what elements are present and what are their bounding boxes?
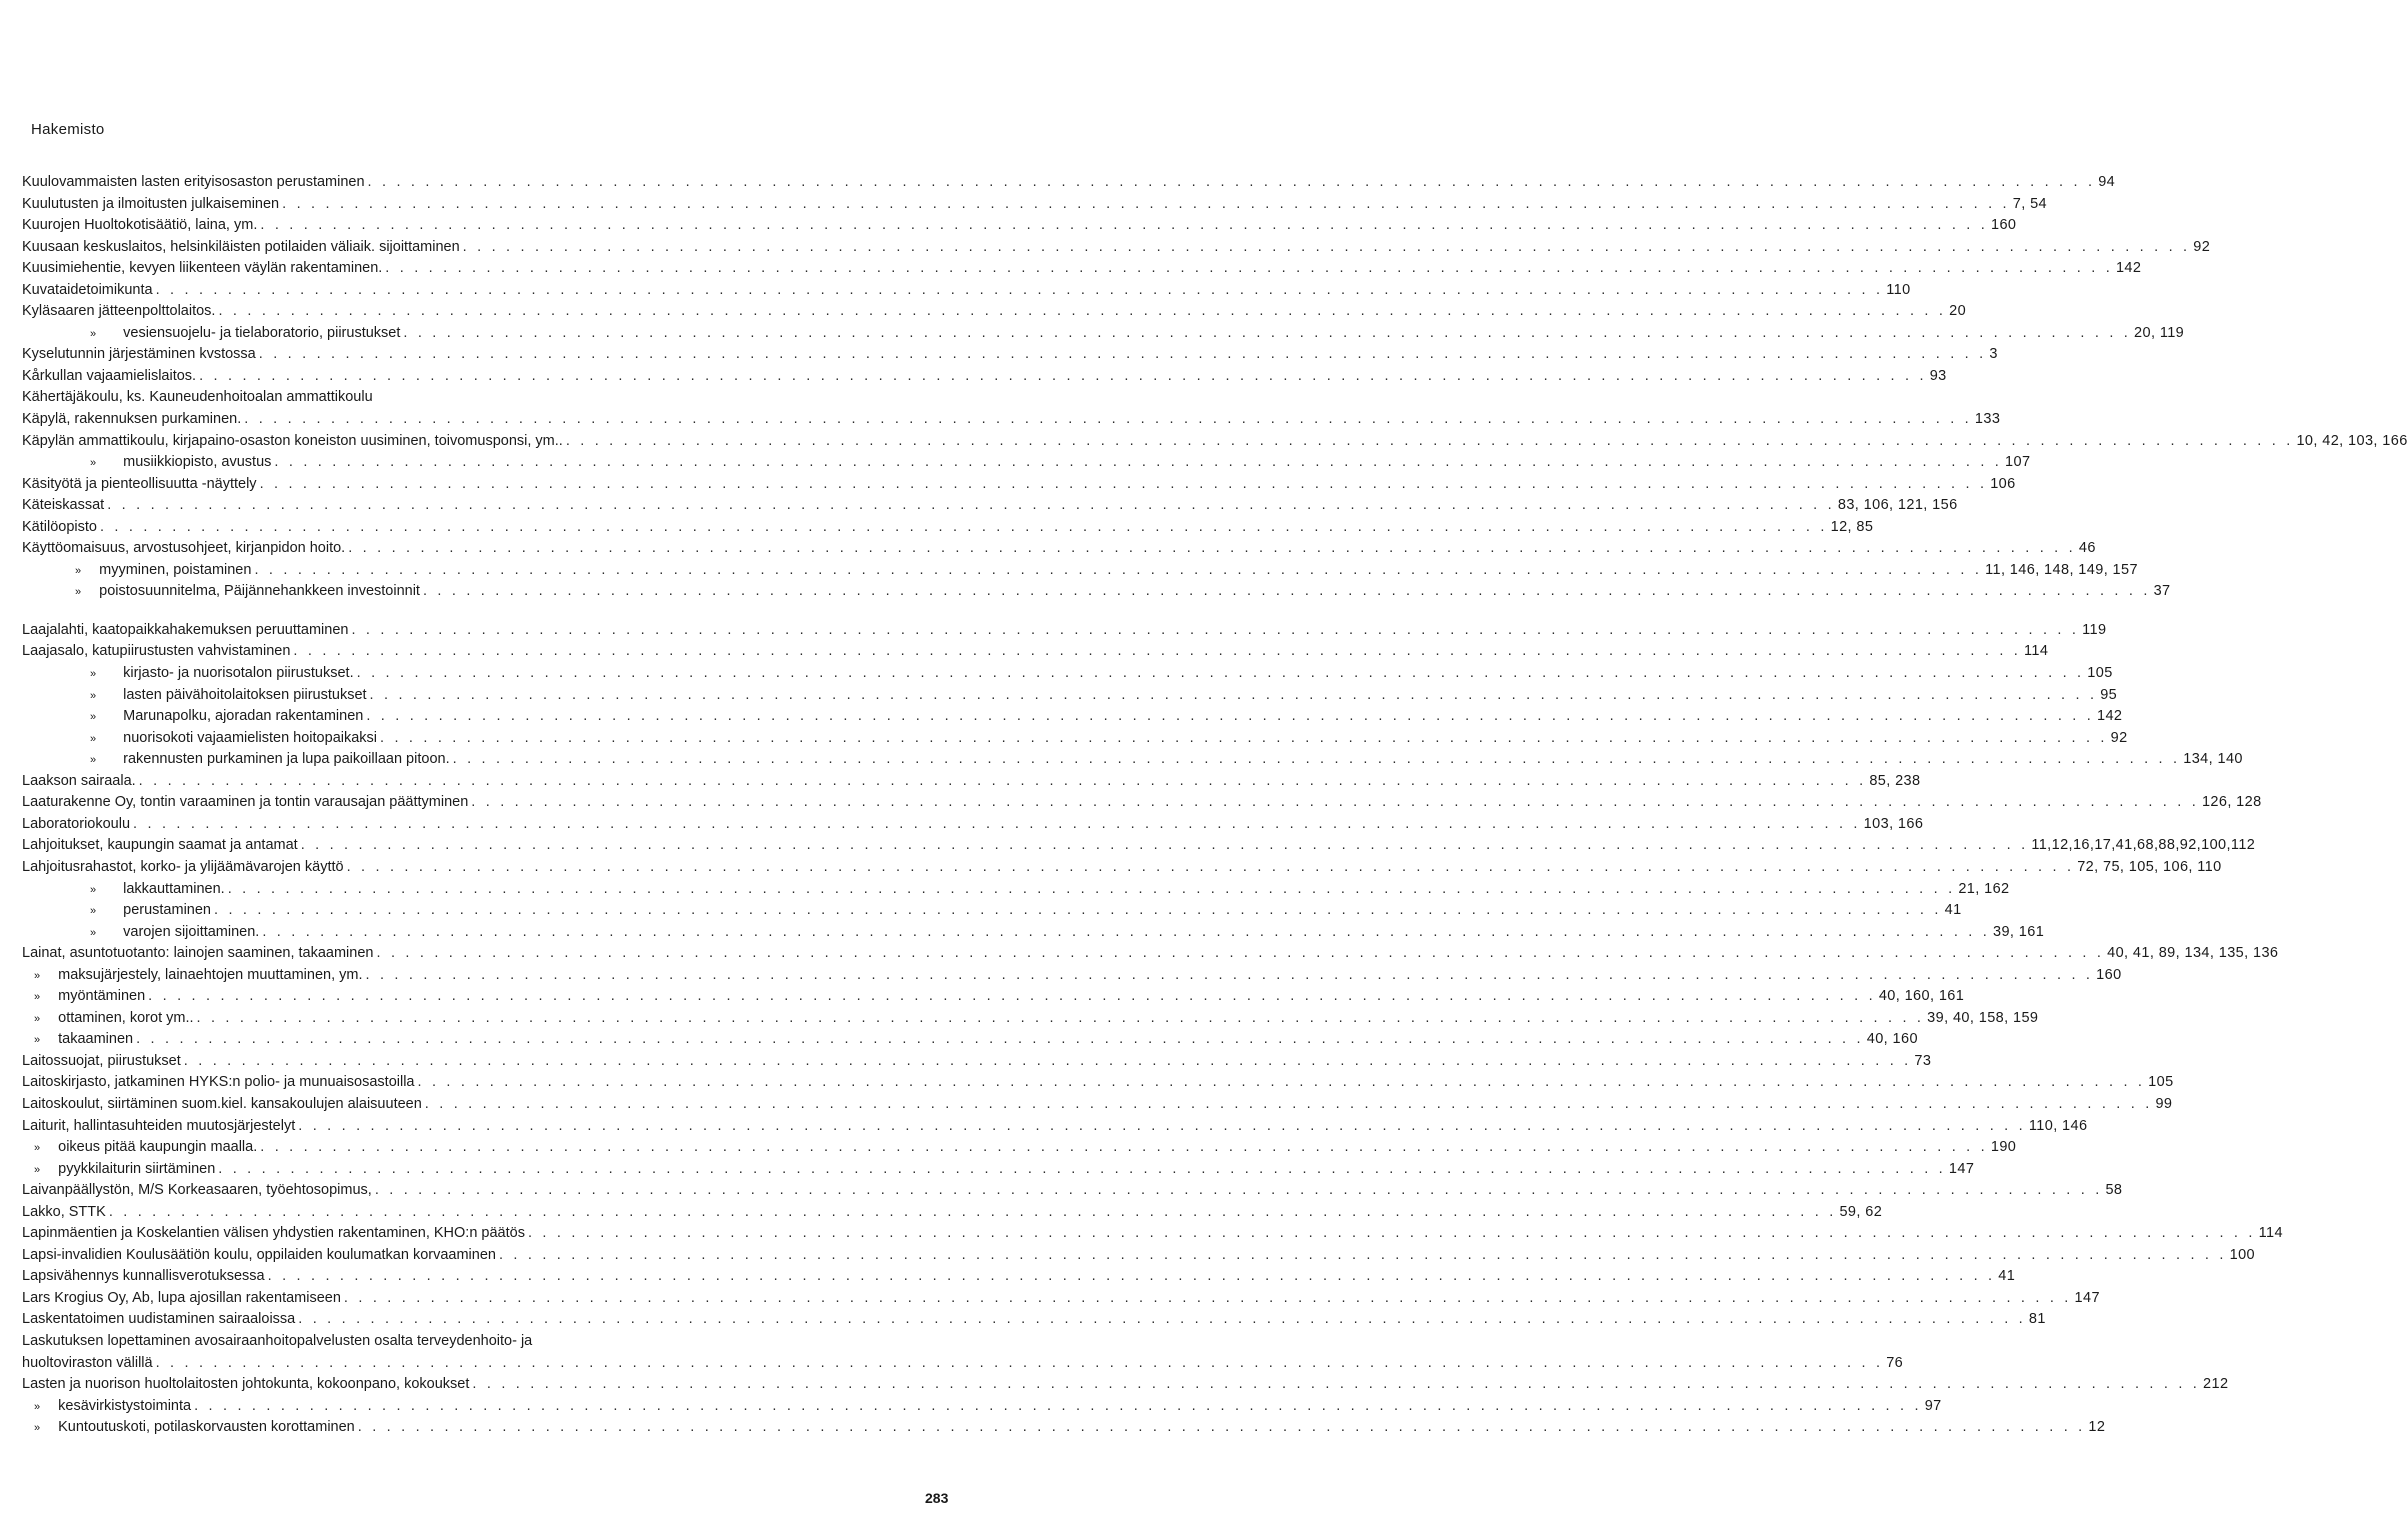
dot-leader: . . . . . . . . . . . . . . . . . . . . . . . . . . . . . . . . . . . . . . . . . . . . . . . . . . . . . . . . . . . . . . . . . . . . . . . . . . . . . . . . . . . . . . . . . . . . . . . . . . . . . . . . . . . . . . . . . . . . . . . .: [298, 1311, 2026, 1328]
index-entry-pages: 39, 40, 158, 159: [1927, 1009, 2039, 1026]
index-entry-pages: 110: [1886, 281, 1911, 298]
index-entry: [22, 749, 2243, 771]
dot-leader: . . . . . . . . . . . . . . . . . . . . . . . . . . . . . . . . . . . . . . . . . . . . . . . . . . . . . . . . . . . . . . . . . . . . . . . . . . . . . . . . . . . . . . . . . . . . . . . . . . . . . . . . . . . . . . . . . . . . . . . .: [136, 1031, 1864, 1048]
index-entry: [22, 495, 1958, 517]
index-entry-pages: 92: [2193, 238, 2211, 255]
index-entry-pages: 20: [1949, 303, 1967, 320]
index-entry-text: takaaminen: [58, 1031, 134, 1048]
dot-leader: . . . . . . . . . . . . . . . . . . . . . . . . . . . . . . . . . . . . . . . . . . . . . . . . . . . . . . . . . . . . . . . . . . . . . . . . . . . . . . . . . . . . . . . . . . . . . . . . . . . . . . . . . . . . . . . . . . . . . . . .: [498, 1246, 2227, 1263]
ditto-mark: »: [34, 1422, 41, 1435]
index-entry-pages: 92: [2110, 729, 2128, 746]
index-entry-text: vesiensuojelu- ja tielaboratorio, piirustukset: [123, 324, 401, 341]
page-number: 283: [925, 1490, 949, 1506]
dot-leader: . . . . . . . . . . . . . . . . . . . . . . . . . . . . . . . . . . . . . . . . . . . . . . . . . . . . . . . . . . . . . . . . . . . . . . . . . . . . . . . . . . . . . . . . . . . . . . . . . . . . . . . . . . . . . . . . . . . . . . . .: [374, 1182, 2103, 1199]
index-entry-pages: 106: [1990, 475, 2016, 492]
dot-leader: . . . . . . . . . . . . . . . . . . . . . . . . . . . . . . . . . . . . . . . . . . . . . . . . . . . . . . . . . . . . . . . . . . . . . . . . . . . . . . . . . . . . . . . . . . . . . . . . . . . . . . . . . . . . . . . . . . . . . . . .: [452, 751, 2181, 768]
index-entry-text: Lahjoitusrahastot, korko- ja ylijäämävarojen käyttö: [22, 858, 344, 875]
index-entry-text: Laajalahti, kaatopaikkahakemuksen peruuttaminen: [22, 621, 349, 638]
index-entry-text: Kuvataidetoimikunta: [22, 281, 153, 298]
index-entry: [22, 1094, 2173, 1116]
index-entry-text: kirjasto- ja nuorisotalon piirustukset.: [123, 665, 354, 682]
dot-leader: . . . . . . . . . . . . . . . . . . . . . . . . . . . . . . . . . . . . . . . . . . . . . . . . . . . . . . . . . . . . . . . . . . . . . . . . . . . . . . . . . . . . . . . . . . . . . . . . . . . . . . . . . . . . . . . . . . . . . . . .: [267, 1268, 1996, 1285]
dot-leader: . . . . . . . . . . . . . . . . . . . . . . . . . . . . . . . . . . . . . . . . . . . . . . . . . . . . . . . . . . . . . . . . . . . . . . . . . . . . . . . . . . . . . . . . . . . . . . . . . . . . . . . . . . . . . . . . . . . . . . . .: [213, 902, 1942, 919]
index-entry-text: Kårkullan vajaamielislaitos.: [22, 367, 197, 384]
index-entry-pages: 94: [2098, 174, 2116, 190]
index-entry: [22, 1159, 1975, 1181]
index-heading: Hakemisto: [31, 121, 105, 138]
dot-leader: . . . . . . . . . . . . . . . . . . . . . . . . . . . . . . . . . . . . . . . . . . . . . . . . . . . . . . . . . . . . . . . . . . . . . . . . . . . . . . . . . . . . . . . . . . . . . . . . . . . . . . . . . . . . . . . . . . . . . . . .: [194, 1397, 1922, 1414]
index-entry-pages: 12, 85: [1830, 518, 1874, 535]
dot-leader: . . . . . . . . . . . . . . . . . . . . . . . . . . . . . . . . . . . . . . . . . . . . . . . . . . . . . . . . . . . . . . . . . . . . . . . . . . . . . . . . . . . . . . . . . . . . . . . . . . . . . . . . . . . . . . . . . . . . . . . .: [376, 945, 2105, 962]
index-entry: [22, 258, 2142, 280]
index-entry: [22, 1353, 1904, 1375]
index-entry-text: Laajasalo, katupiirustusten vahvistaminen: [22, 643, 291, 660]
dot-leader: . . . . . . . . . . . . . . . . . . . . . . . . . . . . . . . . . . . . . . . . . . . . . . . . . . . . . . . . . . . . . . . . . . . . . . . . . . . . . . . . . . . . . . . . . . . . . . . . . . . . . . . . . . . . . . . . . . . . . . . .: [369, 686, 2098, 703]
dot-leader: . . . . . . . . . . . . . . . . . . . . . . . . . . . . . . . . . . . . . . . . . . . . . . . . . . . . . . . . . . . . . . . . . . . . . . . . . . . . . . . . . . . . . . . . . . . . . . . . . . . . . . . . . . . . . . . . . . . . . . . .: [298, 1117, 2026, 1134]
index-entry: [22, 1137, 2017, 1159]
index-entry-pages: 7, 54: [2012, 195, 2048, 212]
index-entry: [22, 792, 2262, 814]
ditto-mark: »: [90, 668, 97, 681]
index-entry-text: myöntäminen: [58, 988, 146, 1005]
index-entry-pages: 10, 42, 103, 166: [2296, 432, 2408, 449]
index-entry-text: Laiturit, hallintasuhteiden muutosjärjestelyt: [22, 1117, 296, 1134]
ditto-mark: »: [90, 732, 97, 745]
index-entry: [22, 409, 2001, 431]
index-entry: [22, 280, 1911, 302]
index-entry-pages: 37: [2153, 583, 2171, 600]
index-entry-text: Kyselutunnin järjestäminen kvstossa: [22, 346, 256, 363]
index-entry-pages: 40, 41, 89, 134, 135, 136: [2107, 945, 2279, 962]
index-entry: [22, 172, 2116, 194]
ditto-mark: »: [34, 969, 41, 982]
dot-leader: . . . . . . . . . . . . . . . . . . . . . . . . . . . . . . . . . . . . . . . . . . . . . . . . . . . . . . . . . . . . . . . . . . . . . . . . . . . . . . . . . . . . . . . . . . . . . . . . . . . . . . . . . . . . . . . . . . . . . . . .: [403, 324, 2132, 341]
index-entry-pages: 95: [2100, 686, 2118, 703]
ditto-mark: »: [75, 564, 82, 577]
index-entry: [22, 835, 2256, 857]
index-entry-pages: 119: [2082, 621, 2107, 638]
index-entry-pages: 103, 166: [1863, 815, 1924, 832]
index-entry-text: maksujärjestely, lainaehtojen muuttaminen, ym.: [58, 966, 363, 983]
index-entry-pages: 147: [2074, 1289, 2100, 1306]
dot-leader: . . . . . . . . . . . . . . . . . . . . . . . . . . . . . . . . . . . . . . . . . . . . . . . . . . . . . . . . . . . . . . . . . . . . . . . . . . . . . . . . . . . . . . . . . . . . . . . . . . . . . . . . . . . . . . . . . . . . . . . .: [108, 1203, 1837, 1220]
ditto-mark: »: [90, 926, 97, 939]
dot-leader: . . . . . . . . . . . . . . . . . . . . . . . . . . . . . . . . . . . . . . . . . . . . . . . . . . . . . . . . . . . . . . . . . . . . . . . . . . . . . . . . . . . . . . . . . . . . . . . . . . . . . . . . . . . . . . . . . . . . . . . .: [148, 988, 1876, 1005]
index-entry-text: Lasten ja nuorison huoltolaitosten johtokunta, kokoonpano, kokoukset: [22, 1376, 470, 1393]
index-entry-pages: 11, 146, 148, 149, 157: [1985, 561, 2138, 578]
index-entry: [22, 538, 2096, 560]
index-entry-text: Laitoskoulut, siirtäminen suom.kiel. kansakoulujen alaisuuteen: [22, 1095, 422, 1112]
index-entry-pages: 59, 62: [1839, 1203, 1883, 1220]
index-entry: [22, 1288, 2100, 1310]
ditto-mark: »: [34, 1400, 41, 1413]
index-entry: [22, 366, 1947, 388]
ditto-mark: »: [90, 327, 97, 340]
index-entry-text: Kyläsaaren jätteenpolttolaitos.: [22, 303, 216, 320]
index-entry-pages: 46: [2078, 540, 2096, 557]
index-entry-pages: 142: [2115, 260, 2142, 277]
dot-leader: . . . . . . . . . . . . . . . . . . . . . . . . . . . . . . . . . . . . . . . . . . . . . . . . . . . . . . . . . . . . . . . . . . . . . . . . . . . . . . . . . . . . . . . . . . . . . . . . . . . . . . . . . . . . . . . . . . . . . . . .: [254, 561, 1983, 578]
index-entry: [22, 1331, 954, 1353]
dot-leader: . . . . . . . . . . . . . . . . . . . . . . . . . . . . . . . . . . . . . . . . . . . . . . . . . . . . . . . . . . . . . . . . . . . . . . . . . . . . . . . . . . . . . . . . . . . . . . . . . . . . . . . . . . . . . . . . . . . . . . . .: [365, 966, 2094, 983]
index-entry-pages: 99: [2155, 1095, 2173, 1112]
index-entry-text: lakkauttaminen.: [123, 880, 225, 897]
index-entry-text: Kuusaan keskuslaitos, helsinkiläisten potilaiden väliaik. sijoittaminen: [22, 238, 460, 255]
ditto-mark: »: [90, 689, 97, 702]
index-entry-text: Laitoskirjasto, jatkaminen HYKS:n polio- ja munuaisosastoilla: [22, 1074, 415, 1091]
ditto-mark: »: [90, 754, 97, 767]
index-entry-text: pyykkilaiturin siirtäminen: [58, 1160, 216, 1177]
dot-leader: . . . . . . . . . . . . . . . . . . . . . . . . . . . . . . . . . . . . . . . . . . . . . . . . . . . . . . . . . . . . . . . . . . . . . . . . . . . . . . . . . . . . . . . . . . . . . . . . . . . . . . . . . . . . . . . . . . . . . . . .: [227, 880, 1956, 897]
index-entry-text: Laivanpäällystön, M/S Korkeasaaren, työehtosopimus,: [22, 1182, 372, 1199]
index-entry-text: Lapinmäentien ja Koskelantien välisen yhdystien rakentaminen, KHO:n päätös: [22, 1225, 525, 1242]
dot-leader: . . . . . . . . . . . . . . . . . . . . . . . . . . . . . . . . . . . . . . . . . . . . . . . . . . . . . . . . . . . . . . . . . . . . . . . . . . . . . . . . . . . . . . . . . . . . . . . . . . . . . . . . . . . . . . . . . . . . . . . .: [424, 1095, 2153, 1112]
index-entry: [22, 965, 2122, 987]
dot-leader: . . . . . . . . . . . . . . . . . . . . . . . . . . . . . . . . . . . . . . . . . . . . . . . . . . . . . . . . . . . . . . . . . . . . . . . . . . . . . . . . . . . . . . . . . . . . . . . . . . . . . . . . . . . . . . . . . . . . . . . .: [262, 923, 1990, 940]
index-entry: [22, 194, 2048, 216]
index-entry-list: [22, 172, 2408, 1439]
index-entry-pages: 41: [1998, 1268, 2016, 1285]
dot-leader: . . . . . . . . . . . . . . . . . . . . . . . . . . . . . . . . . . . . . . . . . . . . . . . . . . . . . . . . . . . . . . . . . . . . . . . . . . . . . . . . . . . . . . . . . . . . . . . . . . . . . . . . . . . . . . . . . . . . . . . .: [462, 238, 2191, 255]
index-entry: [22, 1051, 1932, 1073]
dot-leader: . . . . . . . . . . . . . . . . . . . . . . . . . . . . . . . . . . . . . . . . . . . . . . . . . . . . . . . . . . . . . . . . . . . . . . . . . . . . . . . . . . . . . . . . . . . . . . . . . . . . . . . . . . . . . . . . . . . . . . . .: [218, 1160, 1946, 1177]
index-entry-text: myyminen, poistaminen: [99, 561, 252, 578]
index-entry-text: Käteiskassat: [22, 497, 105, 514]
index-entry-pages: 40, 160: [1866, 1031, 1918, 1048]
index-entry: [22, 814, 1924, 836]
index-entry: [22, 706, 2123, 728]
dot-leader: . . . . . . . . . . . . . . . . . . . . . . . . . . . . . . . . . . . . . . . . . . . . . . . . . . . . . . . . . . . . . . . . . . . . . . . . . . . . . . . . . . . . . . . . . . . . . . . . . . . . . . . . . . . . . . . . . . . . . . . .: [107, 497, 1835, 514]
index-entry-pages: 81: [2028, 1311, 2046, 1328]
index-entry: [22, 620, 2107, 642]
dot-leader: . . . . . . . . . . . . . . . . . . . . . . . . . . . . . . . . . . . . . . . . . . . . . . . . . . . . . . . . . . . . . . . . . . . . . . . . . . . . . . . . . . . . . . . . . . . . . . . . . . . . . . . . . . . . . . . . . . . . . . . .: [99, 518, 1828, 535]
index-entry-text: Kuulutusten ja ilmoitusten julkaiseminen: [22, 195, 280, 212]
index-entry-text: Käsityötä ja pienteollisuutta -näyttely: [22, 475, 257, 492]
index-entry: [22, 215, 2017, 237]
dot-leader: . . . . . . . . . . . . . . . . . . . . . . . . . . . . . . . . . . . . . . . . . . . . . . . . . . . . . . . . . . . . . . . . . . . . . . . . . . . . . . . . . . . . . . . . . . . . . . . . . . . . . . . . . . . . . . . . . . . . . . . .: [293, 643, 2022, 660]
dot-leader: . . . . . . . . . . . . . . . . . . . . . . . . . . . . . . . . . . . . . . . . . . . . . . . . . . . . . . . . . . . . . . . . . . . . . . . . . . . . . . . . . . . . . . . . . . . . . . . . . . . . . . . . . . . . . . . . . . . . . . . .: [258, 346, 1987, 363]
dot-leader: . . . . . . . . . . . . . . . . . . . . . . . . . . . . . . . . . . . . . . . . . . . . . . . . . . . . . . . . . . . . . . . . . . . . . . . . . . . . . . . . . . . . . . . . . . . . . . . . . . . . . . . . . . . . . . . . . . . . . . . .: [244, 411, 1972, 428]
index-entry: [22, 663, 2113, 685]
index-entry-text: lasten päivähoitolaitoksen piirustukset: [123, 686, 367, 703]
index-entry-pages: 190: [1990, 1139, 2017, 1156]
index-entry-pages: 105: [2148, 1074, 2174, 1091]
index-entry-pages: 114: [2024, 643, 2049, 660]
dot-leader: . . . . . . . . . . . . . . . . . . . . . . . . . . . . . . . . . . . . . . . . . . . . . . . . . . . . . . . . . . . . . . . . . . . . . . . . . . . . . . . . . . . . . . . . . . . . . . . . . . . . . . . . . . . . . . . . . . . . . . . .: [367, 174, 2096, 190]
index-entry-pages: 83, 106, 121, 156: [1837, 497, 1958, 514]
index-entry: [22, 581, 2171, 603]
dot-leader: . . . . . . . . . . . . . . . . . . . . . . . . . . . . . . . . . . . . . . . . . . . . . . . . . . . . . . . . . . . . . . . . . . . . . . . . . . . . . . . . . . . . . . . . . . . . . . . . . . . . . . . . . . . . . . . . . . . . . . . .: [343, 1289, 2072, 1306]
index-entry-text: Lars Krogius Oy, Ab, lupa ajosillan rakentamiseen: [22, 1289, 341, 1306]
index-entry-pages: 85, 238: [1869, 772, 1921, 789]
index-entry-text: Kähertäjäkoulu, ks. Kauneudenhoitoalan ammattikoulu: [22, 389, 373, 406]
index-entry-text: varojen sijoittaminen.: [123, 923, 260, 940]
index-entry-pages: 73: [1914, 1052, 1932, 1069]
index-entry-text: rakennusten purkaminen ja lupa paikoillaan pitoon.: [123, 751, 450, 768]
index-entry-text: Kätilöopisto: [22, 518, 97, 535]
index-entry: [22, 1008, 2039, 1030]
index-entry-pages: 114: [2258, 1225, 2283, 1242]
ditto-mark: »: [90, 457, 97, 470]
ditto-mark: »: [90, 711, 97, 724]
index-entry: [22, 1245, 2256, 1267]
ditto-mark: »: [34, 1163, 41, 1176]
ditto-mark: »: [34, 1012, 41, 1025]
index-entry: [22, 301, 1967, 323]
dot-leader: . . . . . . . . . . . . . . . . . . . . . . . . . . . . . . . . . . . . . . . . . . . . . . . . . . . . . . . . . . . . . . . . . . . . . . . . . . . . . . . . . . . . . . . . . . . . . . . . . . . . . . . . . . . . . . . . . . . . . . . .: [155, 1354, 1884, 1371]
dot-leader: . . . . . . . . . . . . . . . . . . . . . . . . . . . . . . . . . . . . . . . . . . . . . . . . . . . . . . . . . . . . . . . . . . . . . . . . . . . . . . . . . . . . . . . . . . . . . . . . . . . . . . . . . . . . . . . . . . . . . . . .: [565, 432, 2294, 449]
index-entry-pages: 93: [1929, 367, 1947, 384]
index-entry-text: Kuusimiehentie, kevyen liikenteen väylän rakentaminen.: [22, 260, 383, 277]
index-entry-text: huoltoviraston välillä: [22, 1354, 153, 1371]
index-entry: [22, 237, 2211, 259]
ditto-mark: »: [75, 586, 82, 599]
index-entry-pages: 160: [2096, 966, 2122, 983]
index-entry-text: Laboratoriokoulu: [22, 815, 131, 832]
dot-leader: . . . . . . . . . . . . . . . . . . . . . . . . . . . . . . . . . . . . . . . . . . . . . . . . . . . . . . . . . . . . . . . . . . . . . . . . . . . . . . . . . . . . . . . . . . . . . . . . . . . . . . . . . . . . . . . . . . . . . . . .: [274, 454, 2003, 471]
index-entry-pages: 133: [1974, 411, 2001, 428]
index-entry: [22, 1266, 2016, 1288]
index-entry-text: poistosuunnitelma, Päijännehankkeen investoinnit: [99, 583, 420, 600]
index-entry: [22, 1180, 2123, 1202]
dot-leader: . . . . . . . . . . . . . . . . . . . . . . . . . . . . . . . . . . . . . . . . . . . . . . . . . . . . . . . . . . . . . . . . . . . . . . . . . . . . . . . . . . . . . . . . . . . . . . . . . . . . . . . . . . . . . . . . . . . . . . . .: [527, 1225, 2256, 1242]
dot-leader: . . . . . . . . . . . . . . . . . . . . . . . . . . . . . . . . . . . . . . . . . . . . . . . . . . . . . . . . . . . . . . . . . . . . . . . . . . . . . . . . . . . . . . . . . . . . . . . . . . . . . . . . . . . . . . . . . . . . . . . .: [199, 367, 1927, 384]
index-entry-text: Laakson sairaala.: [22, 772, 136, 789]
index-entry-text: Kuurojen Huoltokotisäätiö, laina, ym.: [22, 217, 258, 234]
ditto-mark: »: [34, 1034, 41, 1047]
dot-leader: . . . . . . . . . . . . . . . . . . . . . . . . . . . . . . . . . . . . . . . . . . . . . . . . . . . . . . . . . . . . . . . . . . . . . . . . . . . . . . . . . . . . . . . . . . . . . . . . . . . . . . . . . . . . . . . . . . . . . . . .: [357, 1419, 2086, 1436]
index-entry: [22, 1202, 1883, 1224]
index-entry-text: Lapsivähennys kunnallisverotuksessa: [22, 1268, 265, 1285]
index-entry-pages: 72, 75, 105, 106, 110: [2077, 858, 2222, 875]
index-entry: [22, 1072, 2174, 1094]
dot-leader: . . . . . . . . . . . . . . . . . . . . . . . . . . . . . . . . . . . . . . . . . . . . . . . . . . . . . . . . . . . . . . . . . . . . . . . . . . . . . . . . . . . . . . . . . . . . . . . . . . . . . . . . . . . . . . . . . . . . . . . .: [422, 583, 2151, 600]
index-entry: [22, 986, 1965, 1008]
index-entry-text: Lakko, STTK: [22, 1203, 106, 1220]
index-entry-text: Laitossuojat, piirustukset: [22, 1052, 181, 1069]
dot-leader: . . . . . . . . . . . . . . . . . . . . . . . . . . . . . . . . . . . . . . . . . . . . . . . . . . . . . . . . . . . . . . . . . . . . . . . . . . . . . . . . . . . . . . . . . . . . . . . . . . . . . . . . . . . . . . . . . . . . . . . .: [138, 772, 1867, 789]
ditto-mark: »: [90, 905, 97, 918]
index-entry: [22, 728, 2128, 750]
index-entry-pages: 100: [2229, 1246, 2256, 1263]
index-entry-pages: 39, 161: [1992, 923, 2045, 940]
index-entry-text: Lapsi-invalidien Koulusäätiön koulu, oppilaiden koulumatkan korvaaminen: [22, 1246, 496, 1263]
index-entry-pages: 105: [2087, 665, 2113, 682]
index-entry: [22, 685, 2118, 707]
index-entry: [22, 857, 2222, 879]
index-entry: [22, 1309, 2046, 1331]
index-entry-pages: 40, 160, 161: [1878, 988, 1965, 1005]
index-entry-text: Käpylän ammattikoulu, kirjapaino-osaston koneiston uusiminen, toivomusponsi, ym..: [22, 432, 563, 449]
index-entry: [22, 943, 2279, 965]
index-entry-pages: 41: [1944, 902, 1962, 919]
dot-leader: . . . . . . . . . . . . . . . . . . . . . . . . . . . . . . . . . . . . . . . . . . . . . . . . . . . . . . . . . . . . . . . . . . . . . . . . . . . . . . . . . . . . . . . . . . . . . . . . . . . . . . . . . . . . . . . . . . . . . . . .: [155, 281, 1884, 298]
dot-leader: . . . . . . . . . . . . . . . . . . . . . . . . . . . . . . . . . . . . . . . . . . . . . . . . . . . . . . . . . . . . . . . . . . . . . . . . . . . . . . . . . . . . . . . . . . . . . . . . . . . . . . . . . . . . . . . . . . . . . . . .: [196, 1009, 1925, 1026]
dot-leader: . . . . . . . . . . . . . . . . . . . . . . . . . . . . . . . . . . . . . . . . . . . . . . . . . . . . . . . . . . . . . . . . . . . . . . . . . . . . . . . . . . . . . . . . . . . . . . . . . . . . . . . . . . . . . . . . . . . . . . . .: [471, 794, 2199, 811]
index-entry: [22, 1029, 1918, 1051]
ditto-mark: »: [34, 1142, 41, 1155]
dot-leader: . . . . . . . . . . . . . . . . . . . . . . . . . . . . . . . . . . . . . . . . . . . . . . . . . . . . . . . . . . . . . . . . . . . . . . . . . . . . . . . . . . . . . . . . . . . . . . . . . . . . . . . . . . . . . . . . . . . . . . . .: [356, 665, 2085, 682]
index-entry: [22, 474, 2016, 496]
index-entry-pages: 110, 146: [2028, 1117, 2088, 1134]
dot-leader: . . . . . . . . . . . . . . . . . . . . . . . . . . . . . . . . . . . . . . . . . . . . . . . . . . . . . . . . . . . . . . . . . . . . . . . . . . . . . . . . . . . . . . . . . . . . . . . . . . . . . . . . . . . . . . . . . . . . . . . .: [346, 858, 2075, 875]
index-entry: [22, 344, 1998, 366]
index-entry-pages: 134, 140: [2183, 751, 2243, 768]
index-entry-text: nuorisokoti vajaamielisten hoitopaikaksi: [123, 729, 378, 746]
index-entry-text: Laskutuksen lopettaminen avosairaanhoitopalvelusten osalta terveydenhoito- ja: [22, 1332, 533, 1349]
index-entry-text: Käpylä, rakennuksen purkaminen.: [22, 411, 242, 428]
index-entry-text: Kuntoutuskoti, potilaskorvausten korottaminen: [58, 1419, 355, 1436]
dot-leader: . . . . . . . . . . . . . . . . . . . . . . . . . . . . . . . . . . . . . . . . . . . . . . . . . . . . . . . . . . . . . . . . . . . . . . . . . . . . . . . . . . . . . . . . . . . . . . . . . . . . . . . . . . . . . . . . . . . . . . . .: [348, 540, 2076, 557]
dot-leader: . . . . . . . . . . . . . . . . . . . . . . . . . . . . . . . . . . . . . . . . . . . . . . . . . . . . . . . . . . . . . . . . . . . . . . . . . . . . . . . . . . . . . . . . . . . . . . . . . . . . . . . . . . . . . . . . . . . . . . . .: [385, 260, 2113, 277]
index-entry: [22, 517, 1874, 539]
index-entry-text: Kuulovammaisten lasten erityisosaston perustaminen: [22, 174, 365, 190]
index-entry: [22, 560, 2138, 582]
index-entry-pages: 97: [1924, 1397, 1942, 1414]
index-entry-pages: 12: [2088, 1419, 2106, 1436]
index-entry-text: Marunapolku, ajoradan rakentaminen: [123, 708, 364, 725]
index-entry: [22, 922, 2045, 944]
index-entry-pages: 147: [1948, 1160, 1975, 1177]
index-entry-pages: 142: [2096, 708, 2123, 725]
index-entry-pages: 3: [1989, 346, 1998, 363]
index-entry-pages: 58: [2105, 1182, 2123, 1199]
index-entry: [22, 1396, 1942, 1418]
index-entry-text: oikeus pitää kaupungin maalla.: [58, 1139, 258, 1156]
dot-leader: . . . . . . . . . . . . . . . . . . . . . . . . . . . . . . . . . . . . . . . . . . . . . . . . . . . . . . . . . . . . . . . . . . . . . . . . . . . . . . . . . . . . . . . . . . . . . . . . . . . . . . . . . . . . . . . . . . . . . . . .: [472, 1376, 2201, 1393]
index-entry-text: Lahjoitukset, kaupungin saamat ja antamat: [22, 837, 298, 854]
index-entry-text: kesävirkistystoiminta: [58, 1397, 192, 1414]
index-entry-pages: 107: [2005, 454, 2031, 471]
dot-leader: . . . . . . . . . . . . . . . . . . . . . . . . . . . . . . . . . . . . . . . . . . . . . . . . . . . . . . . . . . . . . . . . . . . . . . . . . . . . . . . . . . . . . . . . . . . . . . . . . . . . . . . . . . . . . . . . . . . . . . . .: [183, 1052, 1912, 1069]
dot-leader: . . . . . . . . . . . . . . . . . . . . . . . . . . . . . . . . . . . . . . . . . . . . . . . . . . . . . . . . . . . . . . . . . . . . . . . . . . . . . . . . . . . . . . . . . . . . . . . . . . . . . . . . . . . . . . . . . . . . . . . .: [282, 195, 2010, 212]
dot-leader: . . . . . . . . . . . . . . . . . . . . . . . . . . . . . . . . . . . . . . . . . . . . . . . . . . . . . . . . . . . . . . . . . . . . . . . . . . . . . . . . . . . . . . . . . . . . . . . . . . . . . . . . . . . . . . . . . . . . . . . .: [351, 621, 2080, 638]
index-entry-text: Lainat, asuntotuotanto: lainojen saaminen, takaaminen: [22, 945, 374, 962]
dot-leader: . . . . . . . . . . . . . . . . . . . . . . . . . . . . . . . . . . . . . . . . . . . . . . . . . . . . . . . . . . . . . . . . . . . . . . . . . . . . . . . . . . . . . . . . . . . . . . . . . . . . . . . . . . . . . . . . . . . . . . . .: [300, 837, 2029, 854]
index-entry-text: Laaturakenne Oy, tontin varaaminen ja tontin varausajan päättyminen: [22, 794, 469, 811]
index-entry-pages: 76: [1886, 1354, 1904, 1371]
dot-leader: . . . . . . . . . . . . . . . . . . . . . . . . . . . . . . . . . . . . . . . . . . . . . . . . . . . . . . . . . . . . . . . . . . . . . . . . . . . . . . . . . . . . . . . . . . . . . . . . . . . . . . . . . . . . . . . . . . . . . . . .: [218, 303, 1947, 320]
index-entry-text: Käyttöomaisuus, arvostusohjeet, kirjanpidon hoito.: [22, 540, 346, 557]
index-entry: [22, 431, 2408, 453]
index-entry: [22, 387, 954, 409]
index-entry: [22, 641, 2049, 663]
index-entry: [22, 1417, 2106, 1439]
index-entry-pages: 20, 119: [2134, 324, 2185, 341]
index-entry-pages: 126, 128: [2201, 794, 2262, 811]
index-entry-pages: 21, 162: [1958, 880, 2010, 897]
dot-leader: . . . . . . . . . . . . . . . . . . . . . . . . . . . . . . . . . . . . . . . . . . . . . . . . . . . . . . . . . . . . . . . . . . . . . . . . . . . . . . . . . . . . . . . . . . . . . . . . . . . . . . . . . . . . . . . . . . . . . . . .: [417, 1074, 2146, 1091]
ditto-mark: »: [90, 883, 97, 896]
index-entry-text: Laskentatoimen uudistaminen sairaaloissa: [22, 1311, 296, 1328]
index-entry-text: perustaminen: [123, 902, 211, 919]
index-entry-pages: 160: [1991, 217, 2017, 234]
dot-leader: . . . . . . . . . . . . . . . . . . . . . . . . . . . . . . . . . . . . . . . . . . . . . . . . . . . . . . . . . . . . . . . . . . . . . . . . . . . . . . . . . . . . . . . . . . . . . . . . . . . . . . . . . . . . . . . . . . . . . . . .: [260, 1139, 1988, 1156]
index-entry: [22, 771, 1921, 793]
index-entry: [22, 900, 1962, 922]
index-entry: [22, 1116, 2088, 1138]
index-entry-pages: 11,12,16,17,41,68,88,92,100,112: [2031, 837, 2256, 854]
index-entry: [22, 1223, 2283, 1245]
dot-leader: . . . . . . . . . . . . . . . . . . . . . . . . . . . . . . . . . . . . . . . . . . . . . . . . . . . . . . . . . . . . . . . . . . . . . . . . . . . . . . . . . . . . . . . . . . . . . . . . . . . . . . . . . . . . . . . . . . . . . . . .: [366, 708, 2094, 725]
index-entry: [22, 1374, 2229, 1396]
index-entry: [22, 879, 2010, 901]
index-entry: [22, 323, 2185, 345]
dot-leader: . . . . . . . . . . . . . . . . . . . . . . . . . . . . . . . . . . . . . . . . . . . . . . . . . . . . . . . . . . . . . . . . . . . . . . . . . . . . . . . . . . . . . . . . . . . . . . . . . . . . . . . . . . . . . . . . . . . . . . . .: [380, 729, 2108, 746]
dot-leader: . . . . . . . . . . . . . . . . . . . . . . . . . . . . . . . . . . . . . . . . . . . . . . . . . . . . . . . . . . . . . . . . . . . . . . . . . . . . . . . . . . . . . . . . . . . . . . . . . . . . . . . . . . . . . . . . . . . . . . . .: [260, 217, 1988, 234]
index-entry-text: ottaminen, korot ym..: [58, 1009, 194, 1026]
dot-leader: . . . . . . . . . . . . . . . . . . . . . . . . . . . . . . . . . . . . . . . . . . . . . . . . . . . . . . . . . . . . . . . . . . . . . . . . . . . . . . . . . . . . . . . . . . . . . . . . . . . . . . . . . . . . . . . . . . . . . . . .: [133, 815, 1861, 832]
index-entry-text: musiikkiopisto, avustus: [123, 454, 272, 471]
dot-leader: . . . . . . . . . . . . . . . . . . . . . . . . . . . . . . . . . . . . . . . . . . . . . . . . . . . . . . . . . . . . . . . . . . . . . . . . . . . . . . . . . . . . . . . . . . . . . . . . . . . . . . . . . . . . . . . . . . . . . . . .: [259, 475, 1988, 492]
index-entry: [22, 452, 2031, 474]
index-entry-pages: 212: [2203, 1376, 2229, 1393]
ditto-mark: »: [34, 991, 41, 1004]
